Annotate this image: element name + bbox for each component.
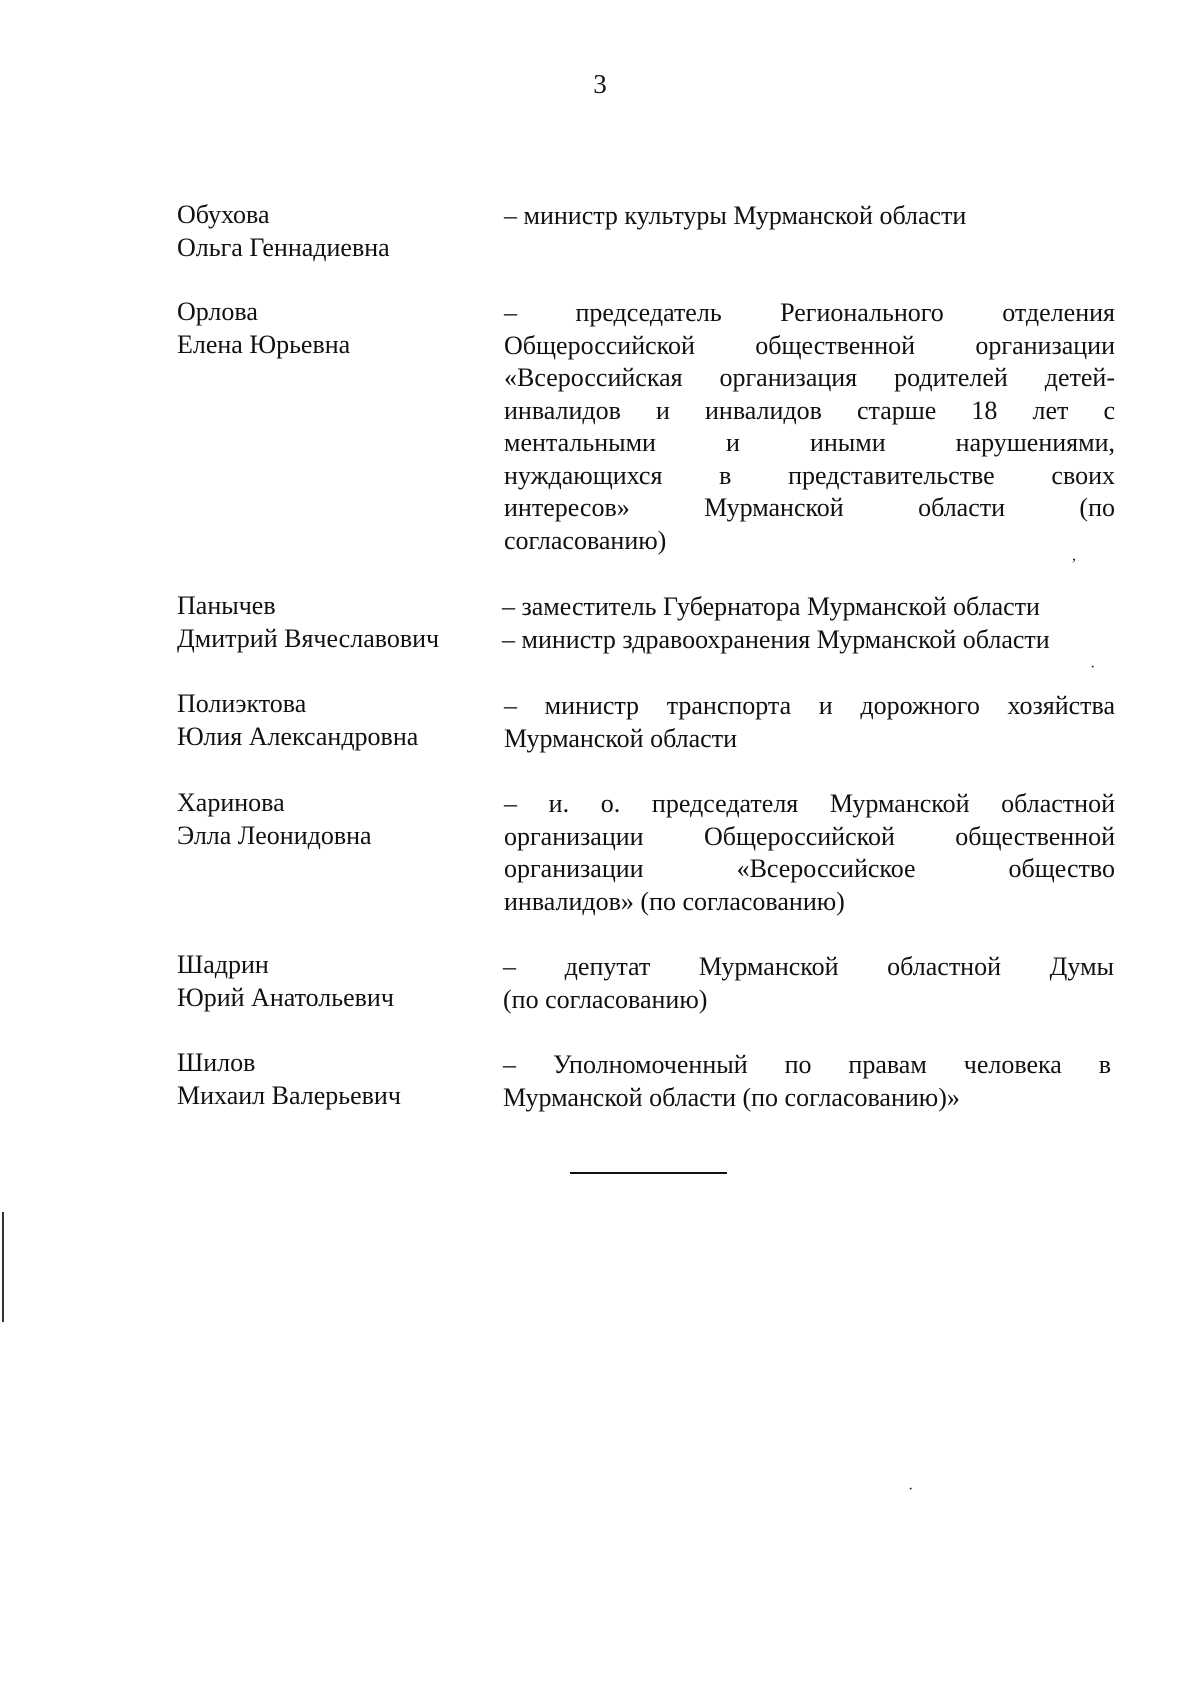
member-position: [504, 297, 1115, 557]
member-position: [504, 200, 1115, 233]
member-name: [177, 295, 477, 361]
member-position: [503, 1049, 1111, 1114]
position-line: – и. о. председателя Мурманской областной: [504, 789, 1115, 818]
position-line: Общероссийской общественной организации: [504, 330, 1115, 360]
member-name: [177, 1046, 477, 1112]
member-surname: Шилов: [177, 1048, 256, 1077]
scan-speck: ·: [1090, 659, 1096, 676]
position-line: – председатель Регионального отделения: [504, 298, 1115, 327]
member-position: [502, 591, 1113, 656]
member-name: [177, 948, 477, 1014]
position-line: – заместитель Губернатора Мурманской области: [502, 592, 1040, 621]
scan-speck: ·: [908, 1481, 914, 1498]
member-given-names: Дмитрий Вячеславович: [177, 624, 440, 653]
position-line: инвалидов» (по согласованию): [504, 886, 845, 916]
position-line: интересов» Мурманской области (по: [504, 493, 1115, 522]
end-of-document-rule: [570, 1172, 727, 1174]
member-surname: Харинова: [177, 788, 285, 817]
member-position: [504, 690, 1115, 755]
position-line: организации «Всероссийское общество: [504, 854, 1115, 883]
member-surname: Полиэктова: [177, 689, 307, 718]
position-line: – депутат Мурманской областной Думы: [503, 952, 1114, 981]
scan-speck: ,: [1072, 547, 1076, 564]
scan-margin-mark: [2, 1212, 4, 1322]
member-given-names: Ольга Геннадиевна: [177, 233, 390, 262]
position-line: Мурманской области (по согласованию)»: [503, 1082, 960, 1112]
member-given-names: Элла Леонидовна: [177, 821, 372, 850]
member-position: [503, 951, 1114, 1016]
position-line: – Уполномоченный по правам человека в: [503, 1050, 1111, 1079]
position-line: – министр транспорта и дорожного хозяйства: [504, 691, 1115, 720]
page-number: 3: [593, 69, 607, 99]
member-surname: Шадрин: [177, 950, 269, 979]
member-name: [177, 687, 477, 753]
member-surname: Орлова: [177, 297, 258, 326]
member-name: [177, 198, 477, 264]
member-given-names: Юлия Александровна: [177, 722, 419, 751]
position-line: – министр здравоохранения Мурманской области: [502, 624, 1050, 654]
member-given-names: Елена Юрьевна: [177, 330, 351, 359]
member-surname: Панычев: [177, 591, 276, 620]
member-name: [177, 786, 477, 852]
position-line: нуждающихся в представительстве своих: [504, 460, 1115, 490]
member-given-names: Юрий Анатольевич: [177, 983, 394, 1012]
position-line: ментальными и иными нарушениями,: [504, 428, 1115, 457]
position-line: Мурманской области: [504, 723, 737, 753]
position-line: организации Общероссийской общественной: [504, 821, 1115, 851]
position-line: инвалидов и инвалидов старше 18 лет с: [504, 395, 1115, 425]
member-given-names: Михаил Валерьевич: [177, 1081, 401, 1110]
member-surname: Обухова: [177, 200, 270, 229]
position-line: согласованию): [504, 525, 667, 555]
position-line: (по согласованию): [503, 984, 708, 1014]
member-position: [504, 788, 1115, 918]
position-line: – министр культуры Мурманской области: [504, 201, 967, 230]
position-line: «Всероссийская организация родителей детей-: [504, 363, 1115, 392]
member-name: [177, 589, 477, 655]
